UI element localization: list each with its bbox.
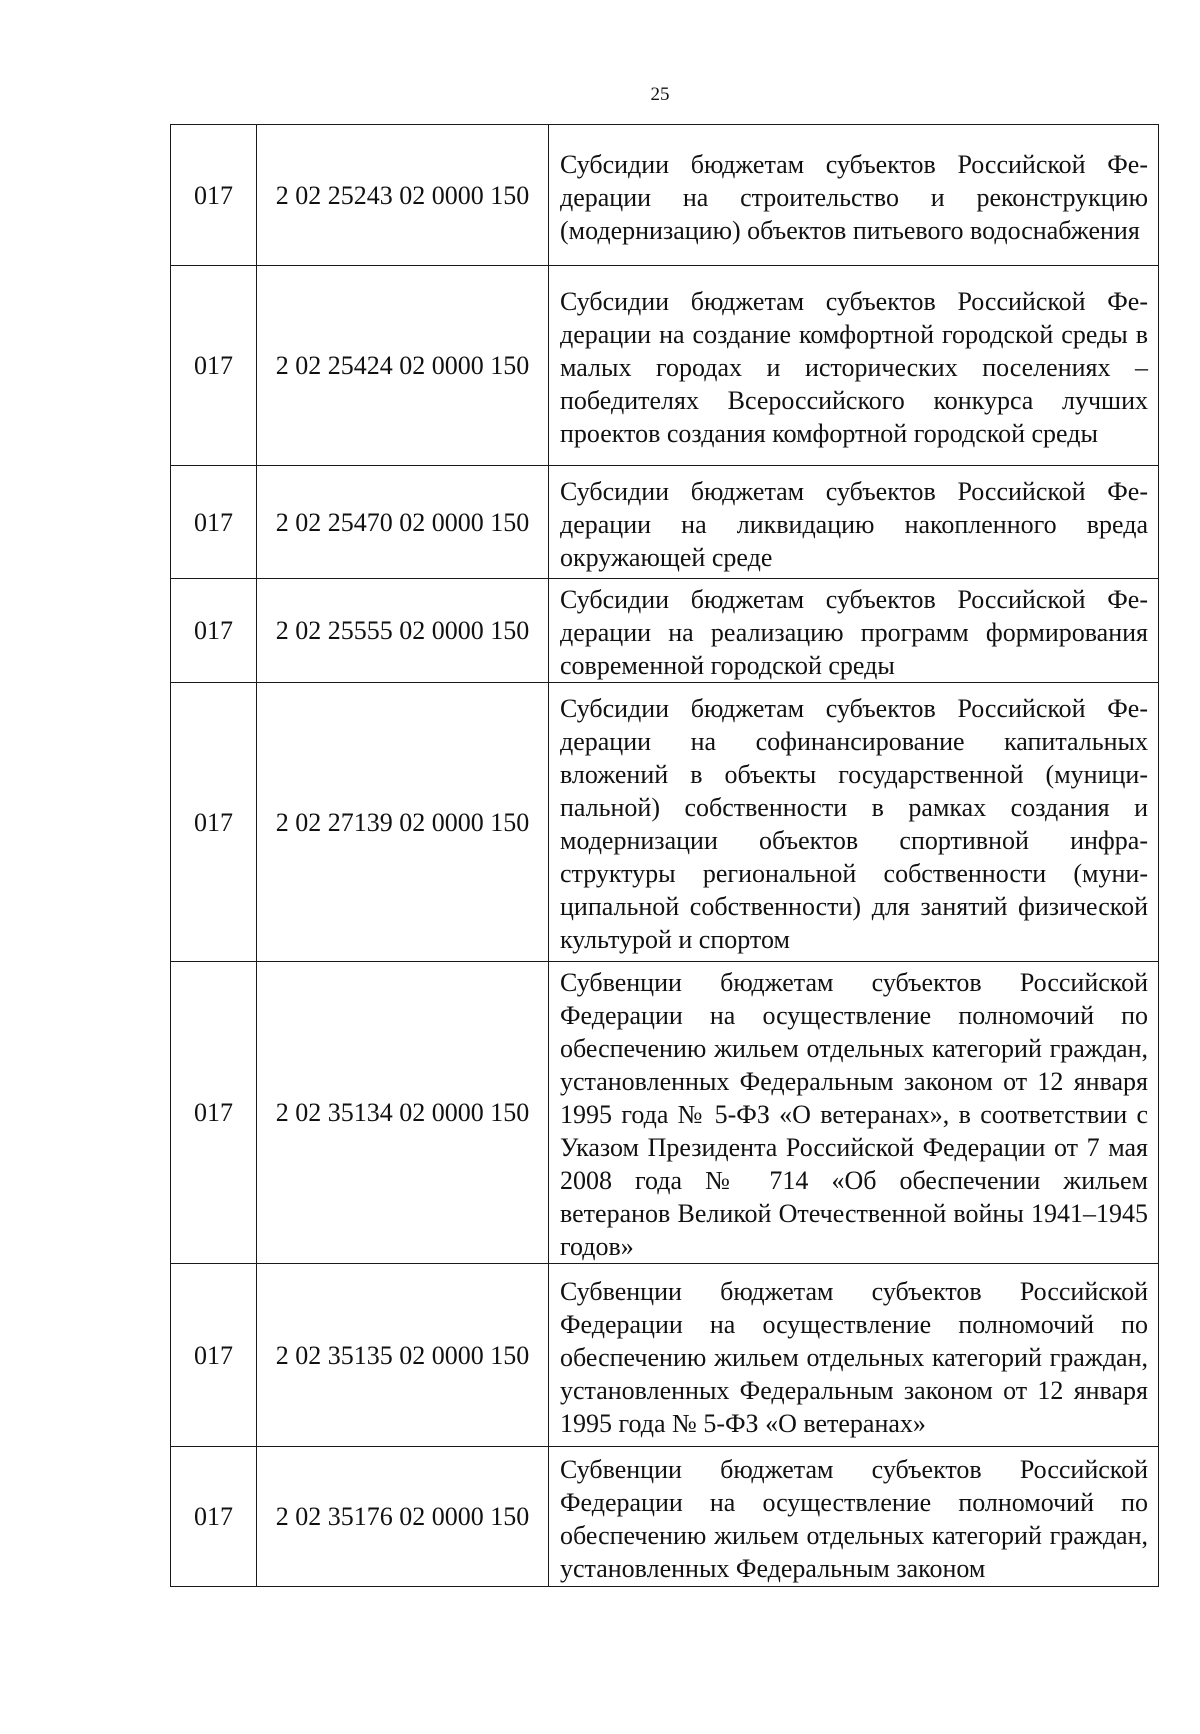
- admin-code-cell: 017: [171, 962, 257, 1264]
- admin-code-cell: 017: [171, 466, 257, 579]
- table-row: [171, 266, 1159, 466]
- income-code-cell: 2 02 35176 02 0000 150: [257, 1447, 549, 1587]
- income-code-cell: 2 02 35135 02 0000 150: [257, 1264, 549, 1447]
- table-row: [171, 962, 1159, 1264]
- income-name-cell: Субвенции бюджетам субъектов Российской Федерации на осуществление полномочий по обеспечению жильем отдельных категорий граждан, установленных Федеральным законом: [549, 1447, 1159, 1587]
- income-code-cell: 2 02 25555 02 0000 150: [257, 579, 549, 683]
- income-name-cell: Субвенции бюджетам субъектов Российской Федерации на осуществление полномочий по обеспечению жильем отдельных категорий граждан, установленных Федеральным законом от 12 января 1995 года № 5-ФЗ «О ветеранах», в соответствии с Указом Президента Российской Федерации от 7 мая 2008 года № 714 «Об обеспечении жильем ветеранов Великой Отечественной войны 1941–1945 годов»: [549, 962, 1159, 1264]
- income-name-cell: Субсидии бюджетам субъектов Российской Федерации на строительство и реконструкцию (модернизацию) объектов питьевого водоснабжения: [549, 125, 1159, 266]
- income-name-cell: Субсидии бюджетам субъектов Российской Федерации на создание комфортной городской среды в малых городах и исторических поселениях – победителях Всероссийского конкурса лучших проектов создания комфортной городской среды: [549, 266, 1159, 466]
- table-row: [171, 1264, 1159, 1447]
- income-code-cell: 2 02 27139 02 0000 150: [257, 683, 549, 962]
- table-row: [171, 125, 1159, 266]
- page-number: 25: [650, 84, 670, 105]
- admin-code-cell: 017: [171, 125, 257, 266]
- income-name-cell: Субвенции бюджетам субъектов Российской Федерации на осуществление полномочий по обеспечению жильем отдельных категорий граждан, установленных Федеральным законом от 12 января 1995 года № 5-ФЗ «О ветеранах»: [549, 1264, 1159, 1447]
- table-row: [171, 683, 1159, 962]
- income-name-cell: Субсидии бюджетам субъектов Российской Федерации на ликвидацию накопленного вреда окружающей среде: [549, 466, 1159, 579]
- admin-code-cell: 017: [171, 683, 257, 962]
- admin-code-cell: 017: [171, 1264, 257, 1447]
- table-row: [171, 466, 1159, 579]
- income-code-cell: 2 02 35134 02 0000 150: [257, 962, 549, 1264]
- income-code-cell: 2 02 25424 02 0000 150: [257, 266, 549, 466]
- income-code-cell: 2 02 25470 02 0000 150: [257, 466, 549, 579]
- table-row: [171, 579, 1159, 683]
- admin-code-cell: 017: [171, 1447, 257, 1587]
- budget-income-table: [170, 124, 1159, 1587]
- income-name-cell: Субсидии бюджетам субъектов Российской Федерации на софинансирование капитальных вложений в объекты государственной (муниципальной) собственности в рамках создания и модернизации объектов спортивной инфраструктуры региональной собственности (муниципальной собственности) для занятий физической культурой и спортом: [549, 683, 1159, 962]
- admin-code-cell: 017: [171, 266, 257, 466]
- income-name-cell: Субсидии бюджетам субъектов Российской Федерации на реализацию программ формирования современной городской среды: [549, 579, 1159, 683]
- table-row: [171, 1447, 1159, 1587]
- admin-code-cell: 017: [171, 579, 257, 683]
- income-code-cell: 2 02 25243 02 0000 150: [257, 125, 549, 266]
